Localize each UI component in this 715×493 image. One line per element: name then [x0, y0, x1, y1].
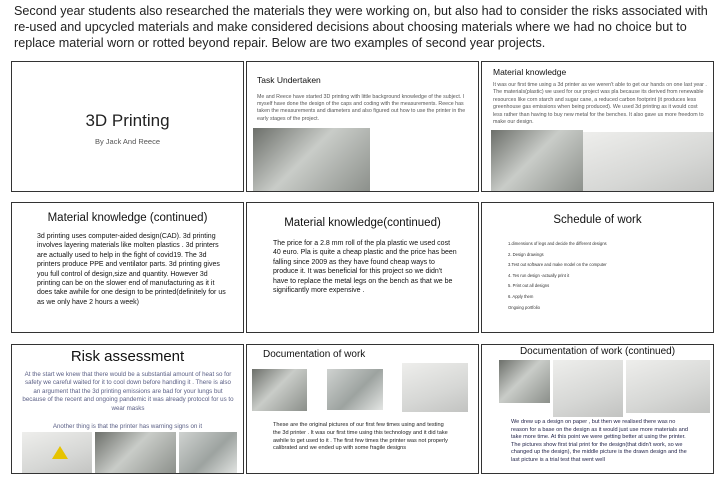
slide-material-knowledge[interactable] [481, 61, 714, 192]
print-bed-photo [179, 432, 237, 474]
trial-print-photo [499, 360, 550, 403]
printed-part-photo [583, 132, 713, 192]
slide-heading: Material knowledge [493, 67, 567, 77]
slide-body-2: Another thing is that the printer has warning signs on it [52, 423, 203, 430]
schedule-item: 5. Print out all designs [508, 283, 550, 289]
printer-calibration-photo [327, 369, 383, 410]
slide-heading: Material knowledge (continued) [47, 212, 208, 224]
filament-spool-photo [491, 130, 583, 192]
slide-subtitle: By Jack And Reece [94, 137, 161, 146]
first-print-photo [252, 369, 307, 411]
schedule-item: 4. Tes run design -actually print it [508, 272, 570, 278]
slide-task-undertaken[interactable] [246, 61, 479, 192]
warning-sign-photo [22, 432, 92, 474]
slide-body: These are the original pictures of our first few times using and testing the 3d printer . It was our first time using this technology and it did take awhile to get used to it . The first few times the printer was not properly calibrated and we ended up with some fragile designs [273, 422, 448, 452]
warning-triangle-icon [52, 446, 68, 459]
slide-body: The price for a 2.8 mm roll of the pla plastic we used cost 40 euro. Pla is quite a cheap plastic and the price has been falling since 2009 as they have found cheap ways to produce it. It was beneficial for this project so we didn't have to replace the metal legs on the bench as that we be significantly more expensive . [273, 240, 457, 295]
print-result-photo [402, 363, 468, 412]
slide-body: At the start we knew that there would be a substantial amount of heat so for safety we careful waited for it to cool down before handling it . There is also an argument that the 3d printing emissions are bad for your lungs but because of the recent and ongoing pandemic it was already protocol for us to wear masks [22, 371, 234, 412]
slide-heading: Risk assessment [70, 348, 185, 365]
slide-body: It was our first time using a 3d printer as we weren't able to get our hands on one last year . The materials(plastic) we used for our project was pla because its derived from renewable resources like corn starch and sugar cane, a reduced carbon footprint (it produces less greenhouse gas emissions when being produced). We used 3d printing as it would cost less rather than having to buy new metal for the benches. It also gave us more freedom to make our design. [493, 82, 707, 126]
slide-heading: Documentation of work [263, 349, 366, 360]
slide-body: 3d printing uses computer-aided design(CAD). 3d printing involves layering materials like molten plastics . 3d printers are actually used to help in the fight of covid19. The 3d printers produce PPE and ventilator parts. 3d printing gives you full control of design,size and quantity. However 3d printing can be on the slower end of manufacturing as it it does take awhile for one design to be printed(definitely for us as we only have 2 hours a week) [37, 233, 226, 306]
schedule-item: 2. Design drawings [508, 251, 544, 257]
intro-text: Second year students also researched the materials they were working on, but also had to consider the risks associated with re-used and upcycled materials and make considered decisions about choosing materials where we had no choice but to replace material worn or rotted beyond repair. Below are two examples of second year projects. [14, 4, 708, 50]
slide-heading: Task Undertaken [257, 75, 321, 85]
schedule-list [508, 241, 607, 315]
slide-heading: Material knowledge(continued) [284, 217, 441, 229]
slide-title[interactable] [11, 61, 244, 192]
successful-print-photo [626, 360, 710, 413]
schedule-item: 6. Apply them [508, 293, 534, 299]
printer-head-photo [95, 432, 176, 474]
design-drawing-photo [553, 360, 623, 417]
slide-schedule-of-work[interactable] [481, 202, 714, 333]
schedule-item: Ongoing portfolio [508, 304, 540, 310]
slide-risk-assessment[interactable] [11, 344, 244, 474]
slide-heading: Schedule of work [553, 214, 642, 226]
schedule-item: 3.Test out software and make model on the computer [508, 262, 607, 268]
slide-heading: Documentation of work (continued) [519, 346, 676, 357]
slide-body: We drew up a design on paper , but then we realised there was no reason for a base on the design as it would just use more materials and take more time. At this point we were getting better at using the printer. The pictures show first trial print for the design(that didn't work, so we changed up the design), the middle picture is the drawn design and the last picture is a trial test that went well [511, 419, 688, 463]
slide-documentation-of-work-continued[interactable] [481, 344, 714, 474]
slide-body: Me and Reece have started 3D printing with little background knowledge of the subject. I myself have done the design of the caps and coding with the measurements. Reece has taken the measurements and diameters and also figured out how to use the printer in the early stages of the project. [257, 94, 466, 122]
printer-photo [253, 128, 370, 192]
slide-material-knowledge-continued-2[interactable] [246, 202, 479, 333]
schedule-item: 1.dimensions of legs and decide the different designs [508, 241, 607, 246]
slide-documentation-of-work[interactable] [246, 344, 479, 474]
slide-title-heading: 3D Printing [85, 111, 170, 130]
slide-material-knowledge-continued[interactable] [11, 202, 244, 333]
